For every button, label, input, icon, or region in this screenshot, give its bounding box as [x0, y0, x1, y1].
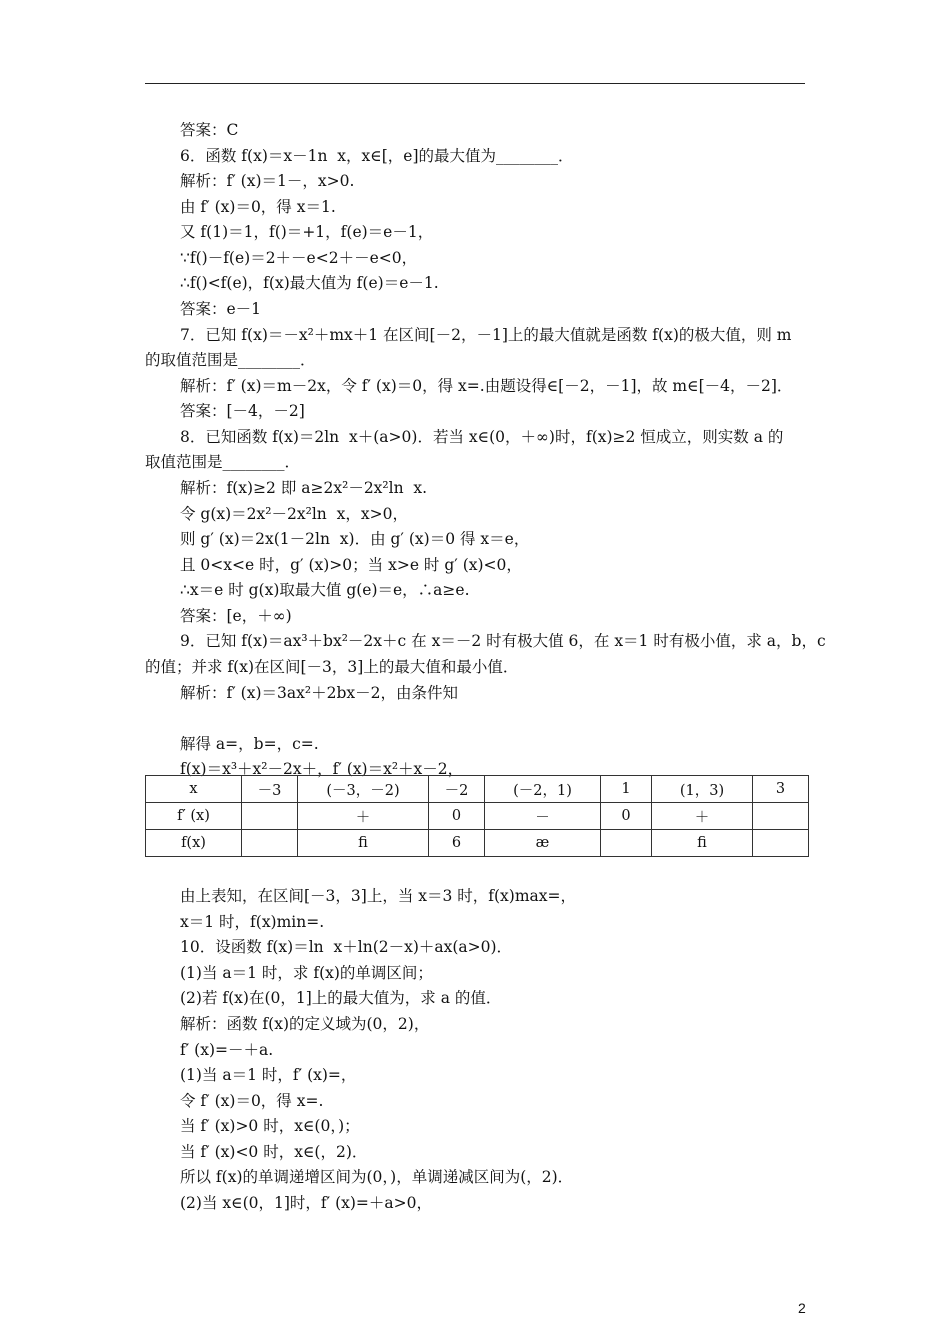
table-cell: 1 [601, 776, 652, 803]
text-line: ∴f()<f(e)，f(x)最大值为 f(e)＝e－1. [180, 274, 439, 292]
text-line: 7．已知 f(x)＝－x²＋mx＋1 在区间[－2，－1]上的最大值就是函数 f(x)的极大值，则 m [180, 326, 792, 344]
text-line: 9．已知 f(x)＝ax³＋bx²－2x＋c 在 x＝－2 时有极大值 6，在 x＝1 时有极小值，求 a，b，c [180, 632, 826, 650]
text-line: 解析：f′ (x)＝m－2x，令 f′ (x)＝0，得 x=.由题设得∈[－2，－1]，故 m∈[－4，－2]． [180, 377, 793, 395]
text-line: 且 0<x<e 时，g′ (x)>0；当 x>e 时 g′ (x)<0， [180, 556, 522, 574]
text-line: f′ (x)=－＋a. [180, 1041, 274, 1059]
text-line: 的值；并求 f(x)在区间[－3，3]上的最大值和最小值． [145, 658, 519, 676]
table-cell: (－2，1) [485, 776, 601, 803]
table-cell [242, 830, 298, 857]
table-cell: － [485, 803, 601, 830]
table-cell: －2 [429, 776, 485, 803]
text-line: 当 f′ (x)<0 时，x∈(，2)． [180, 1143, 368, 1161]
text-line: 由上表知，在区间[－3，3]上，当 x＝3 时，f(x)max=， [180, 887, 577, 905]
text-line: 取值范围是________． [145, 453, 301, 471]
header-rule [145, 83, 805, 84]
table-cell: ﬁ [652, 830, 753, 857]
text-line: 的取值范围是________． [145, 351, 316, 369]
table-cell: 6 [429, 830, 485, 857]
table-cell: 0 [601, 803, 652, 830]
table-cell: f′ (x) [146, 803, 242, 830]
text-line: f(x)＝x³＋x²－2x＋，f′ (x)＝x²＋x－2， [180, 760, 464, 778]
table-cell [601, 830, 652, 857]
text-line: 令 g(x)＝2x²－2x²ln x，x>0， [180, 505, 408, 523]
text-line: 解析：函数 f(x)的定义域为(0，2)， [180, 1015, 430, 1033]
table-row [146, 803, 809, 830]
text-line: 又 f(1)＝1，f()＝+1，f(e)＝e－1， [180, 223, 434, 241]
text-line: 答案：e－1 [180, 300, 262, 318]
text-line: 由 f′ (x)＝0，得 x＝1. [180, 198, 336, 216]
text-line: 解析：f(x)≥2 即 a≥2x²－2x²ln x. [180, 479, 428, 497]
table-cell: (－3，－2) [298, 776, 429, 803]
text-line: 解析：f′ (x)＝1－，x>0. [180, 172, 355, 190]
table-cell: 3 [753, 776, 809, 803]
table-cell [753, 830, 809, 857]
text-line: 答案：[－4，－2] [180, 402, 305, 420]
table-cell [242, 803, 298, 830]
table-cell: ＋ [298, 803, 429, 830]
text-line: 则 g′ (x)＝2x(1－2ln x)．由 g′ (x)＝0 得 x＝e， [180, 530, 530, 548]
text-line: 所以 f(x)的单调递增区间为(0，)，单调递减区间为(，2)． [180, 1168, 574, 1186]
table-row [146, 830, 809, 857]
table-cell: æ [485, 830, 601, 857]
table-cell: (1，3) [652, 776, 753, 803]
text-line: 答案：[e，＋∞) [180, 607, 292, 625]
table-row [146, 776, 809, 803]
text-line: (1)当 a＝1 时，求 f(x)的单调区间； [180, 964, 433, 982]
table-cell: ﬁ [298, 830, 429, 857]
table-cell: 0 [429, 803, 485, 830]
table-cell: －3 [242, 776, 298, 803]
text-line: 10．设函数 f(x)＝ln x＋ln(2－x)＋ax(a>0)． [180, 938, 513, 956]
table-cell: ＋ [652, 803, 753, 830]
text-line: 6．函数 f(x)＝x－1n x，x∈[，e]的最大值为________． [180, 147, 574, 165]
text-line: (1)当 a＝1 时，f′ (x)=， [180, 1066, 357, 1084]
sign-table [145, 775, 809, 857]
text-line: ∴x＝e 时 g(x)取最大值 g(e)＝e，∴a≥e. [180, 581, 470, 599]
text-line: 答案：C [180, 121, 239, 139]
text-line: 解析：f′ (x)＝3ax²＋2bx－2，由条件知 [180, 684, 458, 702]
text-line: 当 f′ (x)>0 时，x∈(0，)； [180, 1117, 360, 1135]
text-line: (2)若 f(x)在(0，1]上的最大值为，求 a 的值． [180, 989, 502, 1007]
text-line: x＝1 时，f(x)min=. [180, 913, 325, 931]
text-line: 8．已知函数 f(x)＝2ln x＋(a>0)．若当 x∈(0，＋∞)时，f(x)≥2 恒成立，则实数 a 的 [180, 428, 784, 446]
table-cell: x [146, 776, 242, 803]
text-line: ∵f()－f(e)＝2＋－e<2＋－e<0， [180, 249, 418, 267]
text-line: 解得 a=，b=，c=. [180, 735, 319, 753]
page-number: 2 [798, 1300, 806, 1316]
text-line: 令 f′ (x)＝0，得 x=. [180, 1092, 324, 1110]
table-cell: f(x) [146, 830, 242, 857]
text-line: (2)当 x∈(0，1]时，f′ (x)=＋a>0， [180, 1194, 433, 1212]
table-cell [753, 803, 809, 830]
